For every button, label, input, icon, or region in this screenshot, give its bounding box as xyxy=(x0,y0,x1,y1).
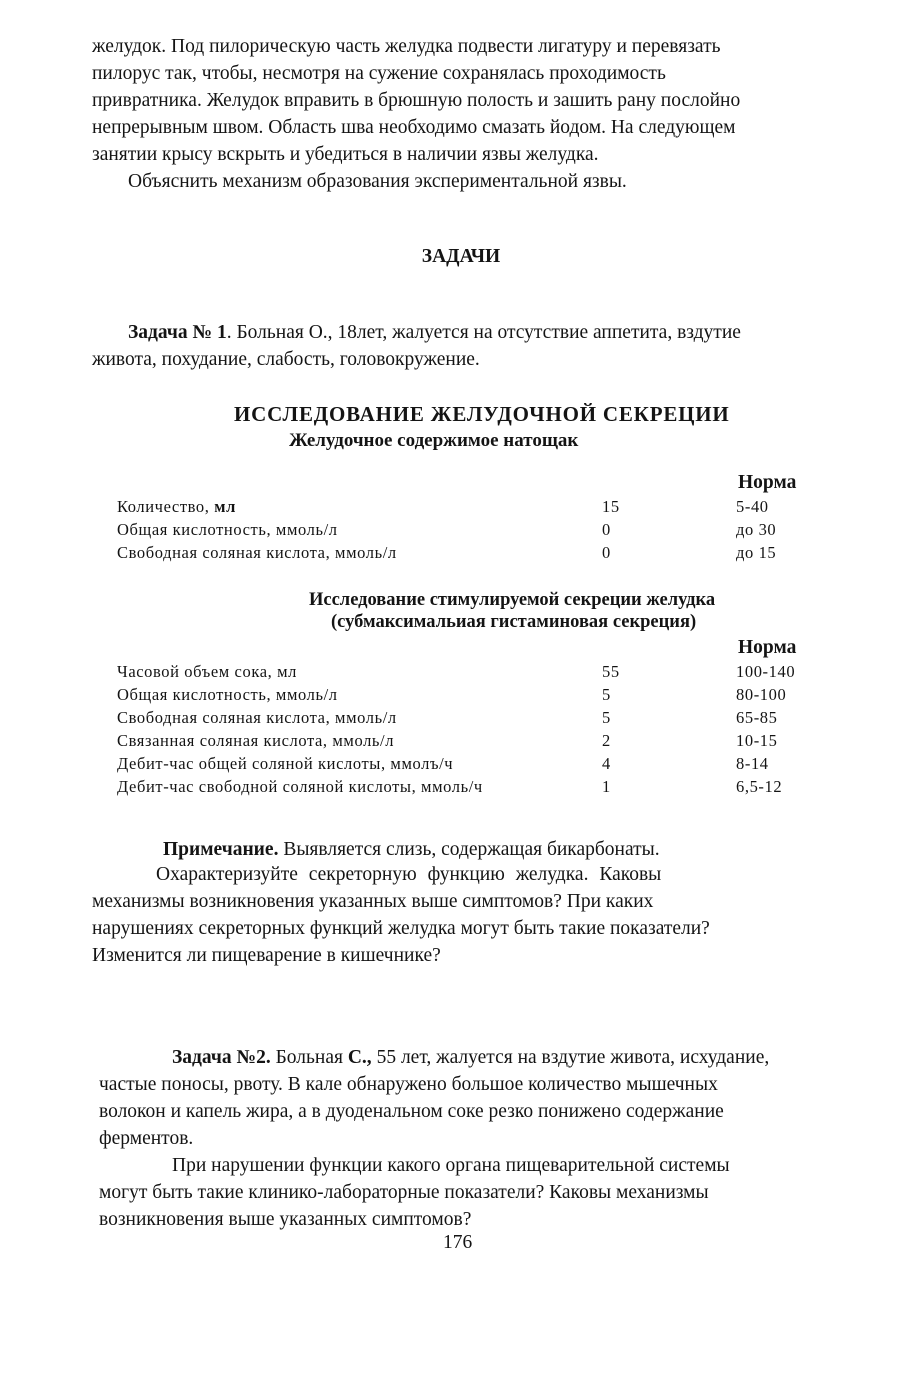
row-value: 4 xyxy=(602,754,611,773)
row-norm: 65-85 xyxy=(736,708,778,727)
table-row xyxy=(117,497,837,520)
row-value: 55 xyxy=(602,662,620,681)
stimulated-title: Исследование стимулируемой секреции желудка xyxy=(309,590,716,610)
question-line: Изменится ли пищеварение в кишечнике? xyxy=(92,945,441,966)
task2-line: частые поносы, рвоту. В кале обнаружено большое количество мышечных xyxy=(99,1074,718,1095)
row-norm: 10-15 xyxy=(736,731,778,750)
norm-header-2: Норма xyxy=(738,637,797,658)
row-name: Общая кислотность, ммоль/л xyxy=(117,520,338,539)
norm-header: Норма xyxy=(738,472,797,493)
patient-name: С., xyxy=(347,1047,372,1068)
row-value: 0 xyxy=(602,543,611,562)
note-text: Выявляется слизь, содержащая бикарбонаты. xyxy=(278,839,660,860)
row-norm: до 30 xyxy=(736,520,777,539)
row-value: 0 xyxy=(602,520,611,539)
question-line: Охарактеризуйте секреторную функцию желудка. Каковы xyxy=(156,864,662,885)
row-name: Дебит-час свободной соляной кислоты, ммоль/ч xyxy=(117,777,483,796)
intro-paragraph xyxy=(92,33,828,195)
task2-question-line: При нарушении функции какого органа пищеварительной системы xyxy=(172,1155,730,1176)
task2-line1: Задача №2. Больная С., 55 лет, жалуется на вздутие живота, исхудание, xyxy=(172,1047,770,1068)
question-line: механизмы возникновения указанных выше симптомов? При каких xyxy=(92,891,654,912)
intro-explain: Объяснить механизм образования экспериментальной язвы. xyxy=(128,171,627,192)
table-row xyxy=(117,685,837,708)
page-number: 176 xyxy=(443,1232,473,1253)
row-name: Общая кислотность, ммоль/л xyxy=(117,685,338,704)
row-norm: 80-100 xyxy=(736,685,787,704)
intro-line: непрерывным швом. Область шва необходимо смазать йодом. На следующем xyxy=(92,117,736,138)
task1-label: Задача № 1 xyxy=(128,322,227,343)
fasting-subtitle: Желудочное содержимое натощак xyxy=(289,430,579,451)
row-value: 5 xyxy=(602,708,611,727)
task2-question-line: могут быть такие клинико-лабораторные показатели? Каковы механизмы xyxy=(99,1182,709,1203)
row-norm: до 15 xyxy=(736,543,777,562)
row-name: Свободная соляная кислота, ммоль/л xyxy=(117,543,397,562)
task2-label: Задача №2. xyxy=(172,1047,271,1068)
note xyxy=(163,836,660,863)
intro-line: желудок. Под пилорическую часть желудка подвести лигатуру и перевязать xyxy=(92,36,721,57)
task1-line2: живота, похудание, слабость, головокружение. xyxy=(92,349,480,370)
task1-questions xyxy=(92,861,828,969)
row-name: Связанная соляная кислота, ммоль/л xyxy=(117,731,395,750)
stimulated-subtitle: (субмаксимальиая гистаминовая секреция) xyxy=(331,612,697,632)
task2-question-line: возникновения выше указанных симптомов? xyxy=(99,1209,472,1230)
table-row xyxy=(117,708,837,731)
row-norm: 8-14 xyxy=(736,754,769,773)
question-line: нарушениях секреторных функций желудка могут быть такие показатели? xyxy=(92,918,710,939)
row-name: Дебит-час общей соляной кислоты, ммолъ/ч xyxy=(117,754,454,773)
table-row xyxy=(117,662,837,685)
task2-paragraph xyxy=(99,1044,833,1233)
section-title: ЗАДАЧИ xyxy=(421,246,501,267)
table-row xyxy=(117,754,837,777)
table-row xyxy=(117,543,837,566)
task2-line: волокон и капель жира, а в дуоденальном соке резко понижено содержание xyxy=(99,1101,724,1122)
intro-line: привратника. Желудок вправить в брюшную полость и зашить рану послойно xyxy=(92,90,741,111)
row-name: Часовой объем сока, мл xyxy=(117,662,297,681)
row-name: Свободная соляная кислота, ммоль/л xyxy=(117,708,397,727)
table-row xyxy=(117,731,837,754)
row-value: 15 xyxy=(602,497,620,516)
note-label: Примечание. xyxy=(163,839,279,860)
table-row xyxy=(117,520,837,543)
intro-line: занятии крысу вскрыть и убедиться в наличии язвы желудка. xyxy=(92,144,599,165)
task1-header xyxy=(92,319,828,373)
row-value: 2 xyxy=(602,731,611,750)
table-row xyxy=(117,777,837,800)
row-name: Количество, мл xyxy=(117,497,236,516)
row-value: 1 xyxy=(602,777,611,796)
gastric-secretion-title: ИССЛЕДОВАНИЕ ЖЕЛУДОЧНОЙ СЕКРЕЦИИ xyxy=(234,402,730,426)
intro-line: пилорус так, чтобы, несмотря на сужение сохранялась проходимость xyxy=(92,63,666,84)
row-value: 5 xyxy=(602,685,611,704)
row-norm: 6,5-12 xyxy=(736,777,783,796)
row-norm: 5-40 xyxy=(736,497,769,516)
task2-line: ферментов. xyxy=(99,1128,194,1149)
row-norm: 100-140 xyxy=(736,662,796,681)
task1-line1-rest: . Больная О., 18лет, жалуется на отсутствие аппетита, вздутие xyxy=(226,322,741,343)
task1-line1 xyxy=(92,319,828,346)
